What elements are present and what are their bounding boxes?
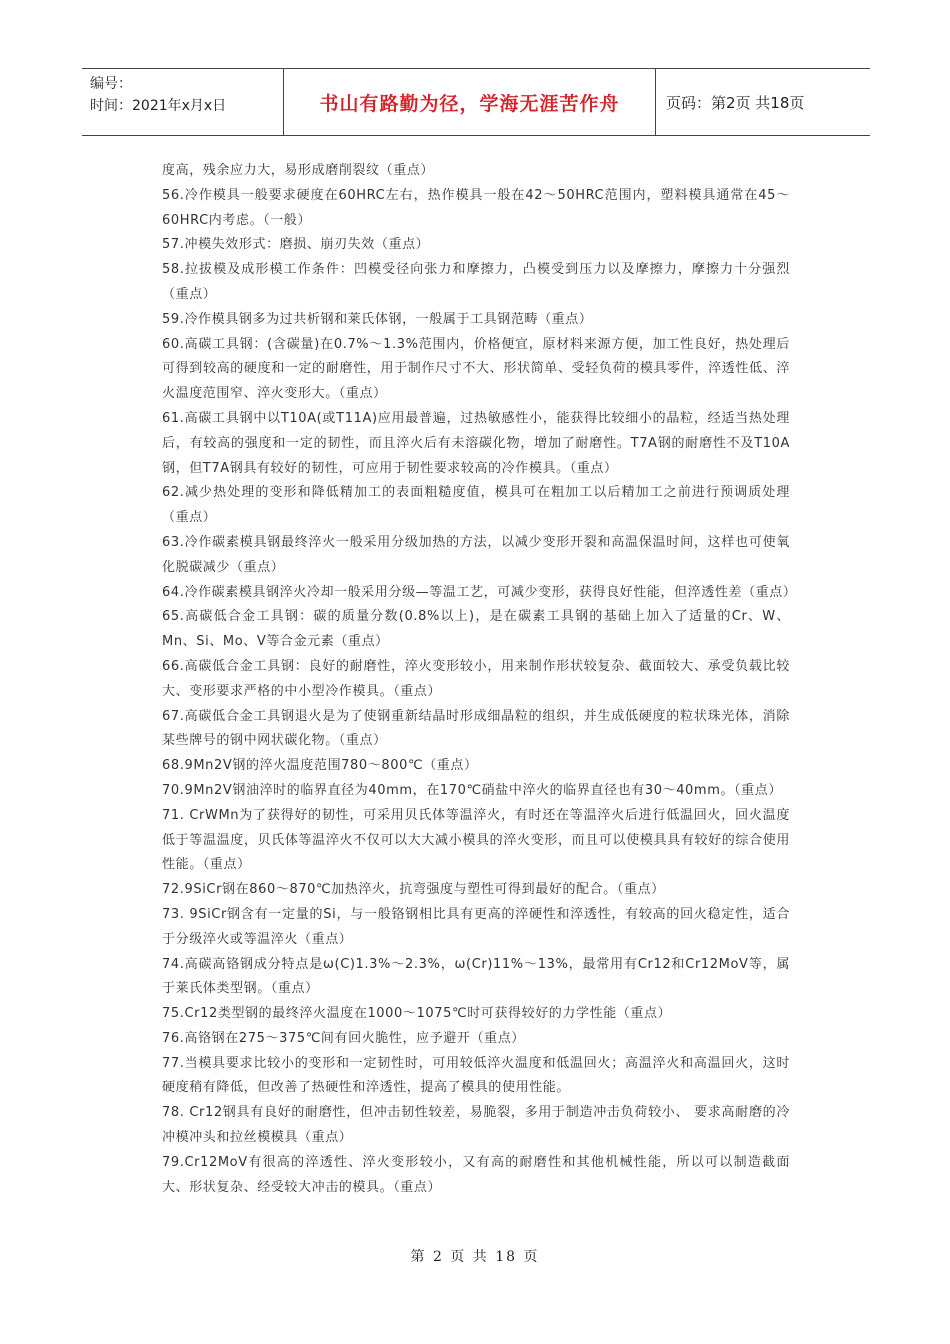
paragraph: 66.高碳低合金工具钢：良好的耐磨性，淬火变形较小，用来制作形状较复杂、截面较大、承受负载比较大、变形要求严格的中小型冷作模具。（重点） [162, 658, 790, 699]
paragraph: 73. 9SiCr钢含有一定量的Si，与一般铬钢相比具有更高的淬硬性和淬透性，有较高的回火稳定性，适合于分级淬火或等温淬火（重点） [162, 906, 790, 947]
footer-page-number: 第 2 页 共 18 页 [410, 1249, 540, 1265]
paragraph: 度高，残余应力大，易形成磨削裂纹（重点） [162, 163, 435, 178]
header-page-info: 页码：第2页 共18页 [666, 93, 805, 112]
paragraph: 64.冷作碳素模具钢淬火冷却一般采用分级—等温工艺，可减少变形，获得良好性能，但淬透性差（重点） [162, 584, 797, 600]
paragraph: 71. CrWMn为了获得好的韧性，可采用贝氏体等温淬火，有时还在等温淬火后进行低温回火，回火温度低于等温温度，贝氏体等温淬火不仅可以大大减小模具的淬火变形，而且可以使模具具有较好的综合使用性能。（重点） [162, 807, 790, 873]
header-motto: 书山有路勤为径，学海无涯苦作舟 [319, 92, 620, 115]
document-number-label: 编号： [90, 76, 132, 92]
paragraph: 63.冷作碳素模具钢最终淬火一般采用分级加热的方法，以减少变形开裂和高温保温时间，这样也可使氧化脱碳减少（重点） [162, 534, 790, 575]
paragraph: 75.Cr12类型钢的最终淬火温度在1000～1075℃时可获得较好的力学性能（重点） [162, 1006, 672, 1022]
paragraph: 61.高碳工具钢中以T10A(或T11A)应用最普遍，过热敏感性小，能获得比较细小的晶粒，经适当热处理后，有较高的强度和一定的韧性，而且淬火后有未溶碳化物，增加了耐磨性。T7A钢的耐磨性不及T10A钢，但T7A钢具有较好的韧性，可应用于韧性要求较高的冷作模具。（重点） [162, 410, 790, 476]
paragraph: 62.减少热处理的变形和降低精加工的表面粗糙度值，模具可在粗加工以后精加工之前进行预调质处理（重点） [162, 485, 790, 526]
paragraph: 67.高碳低合金工具钢退火是为了使钢重新结晶时形成细晶粒的组织，并生成低硬度的粒状珠光体，消除某些牌号的钢中网状碳化物。（重点） [162, 708, 790, 749]
paragraph: 58.拉拔模及成形模工作条件：凹模受径向张力和摩擦力，凸模受到压力以及摩擦力，摩擦力十分强烈（重点） [162, 262, 790, 302]
paragraph: 56.冷作模具一般要求硬度在60HRC左右，热作模具一般在42～50HRC范围内，塑料模具通常在45～60HRC内考虑。（一般） [162, 187, 790, 228]
paragraph: 59.冷作模具钢多为过共析钢和莱氏体钢，一般属于工具钢范畴（重点） [162, 311, 593, 327]
paragraph: 77.当模具要求比较小的变形和一定韧性时，可用较低淬火温度和低温回火；高温淬火和高温回火，这时硬度稍有降低，但改善了热硬性和淬透性，提高了模具的使用性能。 [162, 1055, 790, 1096]
page-footer [0, 1246, 950, 1266]
paragraph: 76.高铬钢在275～375℃间有回火脆性，应予避开（重点） [162, 1030, 525, 1046]
paragraph: 68.9Mn2V钢的淬火温度范围780～800℃（重点） [162, 758, 478, 774]
page-header [82, 68, 870, 136]
paragraph: 72.9SiCr钢在860～870℃加热淬火，抗弯强度与塑性可得到最好的配合。（重点） [162, 882, 665, 898]
header-motto-cell [284, 69, 656, 135]
document-body [162, 159, 797, 1200]
header-page-cell [656, 69, 870, 135]
paragraph: 57.冲模失效形式：磨损、崩刃失效（重点） [162, 237, 430, 253]
header-info-cell [82, 69, 284, 135]
paragraph: 79.Cr12MoV有很高的淬透性、淬火变形较小，又有高的耐磨性和其他机械性能，所以可以制造截面大、形状复杂、经受较大冲击的模具。（重点） [162, 1154, 790, 1195]
paragraph: 74.高碳高铬钢成分特点是ω(C)1.3%～2.3%，ω(Cr)11%～13%，最常用有Cr12和Cr12MoV等，属于莱氏体类型钢。（重点） [162, 956, 790, 997]
paragraph: 78. Cr12钢具有良好的耐磨性，但冲击韧性较差，易脆裂，多用于制造冲击负荷较小、 要求高耐磨的冷冲模冲头和拉丝模模具（重点） [162, 1105, 790, 1146]
paragraph: 70.9Mn2V钢油淬时的临界直径为40mm，在170℃硝盐中淬火的临界直径也有30～40mm。（重点） [162, 782, 782, 798]
paragraph: 60.高碳工具钢：(含碳量)在0.7%～1.3%范围内，价格便宜，原材料来源方便，加工性良好，热处理后可得到较高的硬度和一定的耐磨性，用于制作尺寸不大、形状简单、受轻负荷的模具零件，淬透性低、淬火温度范围窄、淬火变形大。（重点） [162, 336, 790, 402]
paragraph: 65.高碳低合金工具钢：碳的质量分数(0.8%以上)，是在碳素工具钢的基础上加入了适量的Cr、W、Mn、Si、Mo、V等合金元素（重点） [162, 609, 790, 650]
document-time-label: 时间：2021年x月x日 [90, 98, 227, 114]
